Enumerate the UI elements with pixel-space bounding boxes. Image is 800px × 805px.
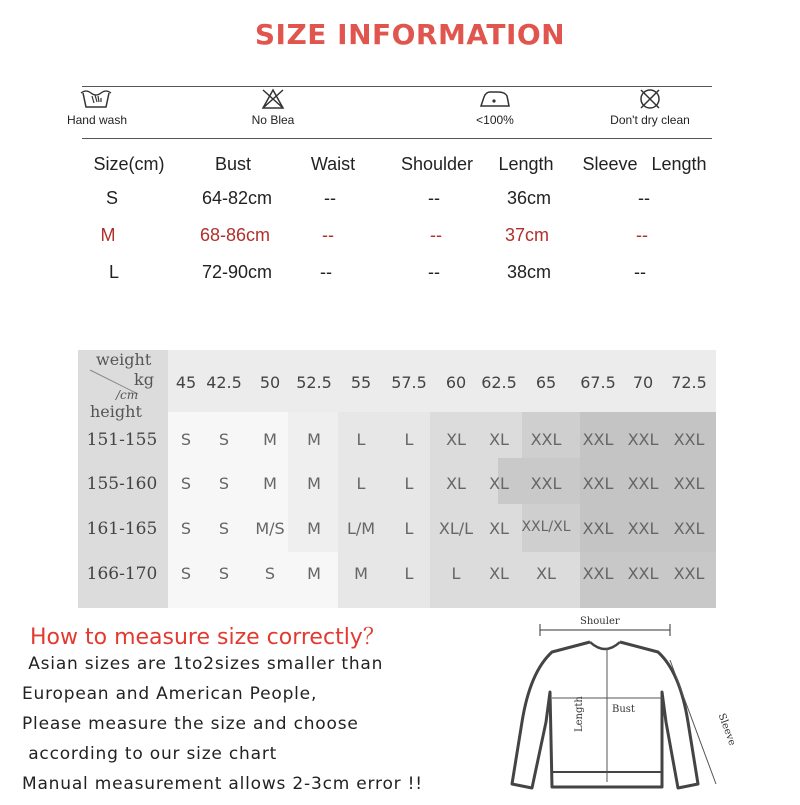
grid-size-cell: XL <box>446 430 466 449</box>
grid-size-cell: XL <box>446 474 466 493</box>
measure-line: Manual measurement allows 2-3cm error !! <box>22 774 423 794</box>
corner-height: height <box>90 402 142 421</box>
grid-size-cell: XL/L <box>438 519 474 538</box>
care-label: No Blea <box>251 113 295 127</box>
grid-size-cell: S <box>264 564 276 583</box>
grid-size-cell: XXL <box>582 474 614 493</box>
measure-title: How to measure size correctly？ <box>30 625 385 650</box>
bust-cell: 64-82cm <box>201 188 273 208</box>
care-label: <100% <box>476 113 514 127</box>
waist-cell: -- <box>322 225 334 245</box>
grid-size-cell: M <box>354 564 368 583</box>
care-label: Don't dry clean <box>610 113 690 127</box>
height-row-label: 166-170 <box>86 564 158 584</box>
grid-size-cell: XXL/XL <box>521 519 571 535</box>
corner-cm: /cm <box>116 388 139 402</box>
grid-size-cell: S <box>180 474 192 493</box>
col-sleeve-header: Sleeve <box>582 154 638 174</box>
corner-kg: kg <box>134 370 154 389</box>
measure-line: Asian sizes are 1to2sizes smaller than <box>22 654 384 674</box>
no-dry-clean-icon <box>637 87 663 111</box>
grid-size-cell: L <box>356 474 366 493</box>
hand-wash-icon <box>80 87 114 111</box>
care-label: Hand wash <box>66 113 128 127</box>
grid-size-cell: XXL <box>582 519 614 538</box>
grid-size-cell: XXL <box>627 564 659 583</box>
shoulder-cell: -- <box>428 188 440 208</box>
care-bottom-divider <box>82 138 712 139</box>
sweater-diagram-icon <box>490 612 790 800</box>
measure-line: European and American People, <box>22 684 318 704</box>
height-row-label: 151-155 <box>86 430 158 450</box>
size-cell: S <box>105 188 118 208</box>
weight-header: 50 <box>259 373 281 392</box>
grid-size-cell: M <box>307 430 321 449</box>
bust-cell: 68-86cm <box>199 225 271 245</box>
grid-size-cell: M <box>307 519 321 538</box>
grid-size-cell: XXL <box>673 519 705 538</box>
grid-size-cell: L <box>404 430 414 449</box>
grid-size-cell: XXL <box>673 564 705 583</box>
grid-size-cell: L <box>404 474 414 493</box>
sleeve-cell: -- <box>636 225 648 245</box>
length-cell: 36cm <box>506 188 551 208</box>
sleeve-label: Sleeve <box>715 712 738 748</box>
sleeve-cell: -- <box>638 188 650 208</box>
grid-size-cell: L <box>451 564 461 583</box>
grid-size-cell: S <box>180 430 192 449</box>
weight-header: 55 <box>350 373 372 392</box>
measure-line: according to our size chart <box>22 744 278 764</box>
grid-size-cell: XL <box>536 564 556 583</box>
weight-header: 60 <box>445 373 467 392</box>
size-cell: L <box>108 262 119 282</box>
length-cell: 37cm <box>504 225 549 245</box>
shoulder-cell: -- <box>428 262 440 282</box>
grid-size-cell: XXL <box>530 430 562 449</box>
weight-header: 67.5 <box>580 373 616 392</box>
height-row-label: 161-165 <box>86 519 158 539</box>
waist-cell: -- <box>324 188 336 208</box>
grid-size-cell: L <box>356 430 366 449</box>
grid-size-cell: M <box>307 564 321 583</box>
grid-size-cell: XXL <box>627 430 659 449</box>
grid-size-cell: M/S <box>255 519 285 538</box>
col-waist-header: Waist <box>310 154 356 174</box>
grid-size-cell: XL <box>489 430 509 449</box>
grid-size-cell: XL <box>489 519 509 538</box>
grid-size-cell: XXL <box>530 474 562 493</box>
grid-size-cell: S <box>218 564 230 583</box>
care-hand-wash <box>22 87 172 127</box>
grid-size-cell: XXL <box>673 474 705 493</box>
grid-size-cell: XXL <box>582 564 614 583</box>
height-row-label: 155-160 <box>86 474 158 494</box>
bust-label: Bust <box>612 704 635 715</box>
grid-size-cell: L <box>404 564 414 583</box>
grid-size-cell: XL <box>489 474 509 493</box>
weight-header: 62.5 <box>481 373 517 392</box>
length-cell: 38cm <box>506 262 551 282</box>
page-title: SIZE INFORMATION <box>254 18 566 51</box>
weight-header: 72.5 <box>671 373 707 392</box>
weight-header: 70 <box>632 373 654 392</box>
care-no-dry-clean <box>575 87 725 127</box>
grid-size-cell: S <box>180 519 192 538</box>
grid-size-cell: M <box>263 430 277 449</box>
garment-diagram <box>490 612 790 800</box>
shoulder-cell: -- <box>430 225 442 245</box>
size-cell: M <box>100 225 116 245</box>
col-shoulder-header: Shoulder <box>400 154 474 174</box>
care-iron <box>420 87 570 127</box>
no-bleach-icon <box>260 87 286 111</box>
grid-size-cell: XXL <box>582 430 614 449</box>
weight-header: 45 <box>175 373 197 392</box>
weight-header: 65 <box>535 373 557 392</box>
length-label: Length <box>574 696 585 732</box>
grid-size-cell: S <box>218 430 230 449</box>
grid-size-cell: L <box>404 519 414 538</box>
col-sleeve-length-header: Length <box>651 154 707 174</box>
col-bust-header: Bust <box>214 154 252 174</box>
col-size-header: Size(cm) <box>93 154 165 174</box>
waist-cell: -- <box>320 262 332 282</box>
grid-size-cell: M <box>307 474 321 493</box>
sleeve-cell: -- <box>634 262 646 282</box>
iron-icon <box>478 87 512 111</box>
corner-weight: weight <box>96 350 152 369</box>
bust-cell: 72-90cm <box>201 262 273 282</box>
grid-size-cell: S <box>218 474 230 493</box>
grid-size-cell: M <box>263 474 277 493</box>
grid-size-cell: XXL <box>627 519 659 538</box>
grid-size-cell: XL <box>489 564 509 583</box>
grid-size-cell: S <box>180 564 192 583</box>
col-length-header: Length <box>498 154 554 174</box>
weight-header: 42.5 <box>206 373 242 392</box>
weight-header: 57.5 <box>391 373 427 392</box>
weight-header: 52.5 <box>296 373 332 392</box>
grid-size-cell: XXL <box>673 430 705 449</box>
grid-size-cell: S <box>218 519 230 538</box>
grid-size-cell: XXL <box>627 474 659 493</box>
care-no-bleach <box>198 87 348 127</box>
measure-line: Please measure the size and choose <box>22 714 359 734</box>
grid-size-cell: L/M <box>346 519 376 538</box>
shoulder-label: Shouler <box>580 616 620 627</box>
